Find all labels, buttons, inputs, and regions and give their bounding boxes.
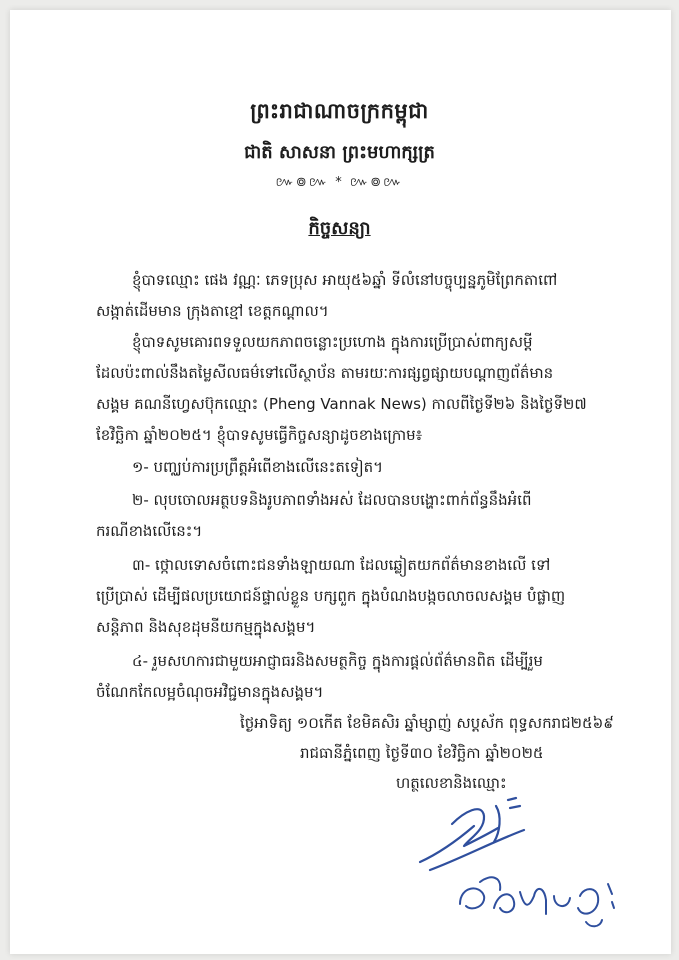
document-title: កិច្ចសន្យា (308, 218, 371, 239)
item-3-line-1: ៣- ថ្កោលទោសចំពោះជនទាំងឡាយណា ដែលឆ្លៀតយកព័ត៌មានខាងលើ ទៅ (132, 556, 551, 574)
item-4-line-2: ចំណែកកែលម្អចំណុចអវិជ្ជមានក្នុងសង្គម។ (96, 683, 324, 701)
item-4-line-1: ៤- រួមសហការជាមួយអាជ្ញាធរនិងសមត្ថកិច្ច ក្នុងការផ្តល់ព័ត៌មានពិត ដើម្បីរួម (132, 652, 543, 670)
item-2-line-2: ករណីខាងលើនេះ។ (96, 522, 203, 540)
item-2-line-1: ២- លុបចោលអត្ថបទនិងរូបភាពទាំងអស់ ដែលបានបង្ហោះពាក់ព័ន្ធនឹងអំពើ (132, 491, 532, 509)
paragraph-2-line-1: ខ្ញុំបាទសូមគោរពទទួលយកភាពចន្លោះប្រហោង ក្នុងការប្រើប្រាស់ពាក្យសម្ដី (132, 333, 533, 351)
national-motto: ជាតិ សាសនា ព្រះមហាក្សត្រ (244, 142, 435, 163)
paragraph-2-line-2: ដែលប៉ះពាល់នឹងតម្លៃសីលធម៌ទៅលើស្ថាប័ន តាមរយៈការផ្សព្វផ្សាយបណ្ដាញព័ត៌មាន (96, 364, 554, 382)
handwritten-name (450, 856, 620, 936)
ornament-divider: ៚៙៚ * ៚៙៚ (275, 175, 404, 190)
lunar-date: ថ្ងៃអាទិត្យ ១០កើត ខែមិគសិរ ឆ្នាំម្សាញ់ សប្តស័ក ពុទ្ធសករាជ២៥៦៩ (240, 714, 614, 732)
kingdom-heading: ព្រះរាជាណាចក្រកម្ពុជា (250, 99, 429, 123)
item-3-line-2: ប្រើប្រាស់ ដើម្បីផលប្រយោជន៍ផ្ទាល់ខ្លួន បក្សពួក ក្នុងបំណងបង្កចលាចលសង្គម បំផ្លាញ (96, 587, 566, 605)
signature-label: ហត្ថលេខានិងឈ្មោះ (396, 774, 507, 792)
solar-date-place: រាជធានីភ្នំពេញ ថ្ងៃទី៣០ ខែវិច្ឆិកា ឆ្នាំ២០២៥ (300, 744, 544, 762)
paragraph-2-line-4: ខែវិច្ឆិកា ឆ្នាំ២០២៥។ ខ្ញុំបាទសូមធ្វើកិច្ចសន្យាដូចខាងក្រោម៖ (96, 426, 423, 444)
paragraph-1-line-1: ខ្ញុំបាទឈ្មោះ ផេង វណ្ណៈ ភេទប្រុស អាយុ៥៦ឆ្នាំ ទីលំនៅបច្ចុប្បន្នភូមិព្រែកតាពៅ (132, 271, 558, 289)
paragraph-1-line-2: សង្កាត់ដើមមាន ក្រុងតាខ្មៅ ខេត្តកណ្ដាល។ (96, 302, 329, 320)
paragraph-2-line-3: សង្គម គណនីហ្វេសប៊ុកឈ្មោះ (Pheng Vannak News) កាលពីថ្ងៃទី២៦ និងថ្ងៃទី២៧ (96, 395, 587, 413)
item-3-line-3: សន្តិភាព និងសុខដុមនីយកម្មក្នុងសង្គម។ (96, 618, 316, 636)
item-1-line-1: ១- បញ្ឈប់ការប្រព្រឹត្តអំពើខាងលើនេះតទៀត។ (132, 458, 384, 476)
